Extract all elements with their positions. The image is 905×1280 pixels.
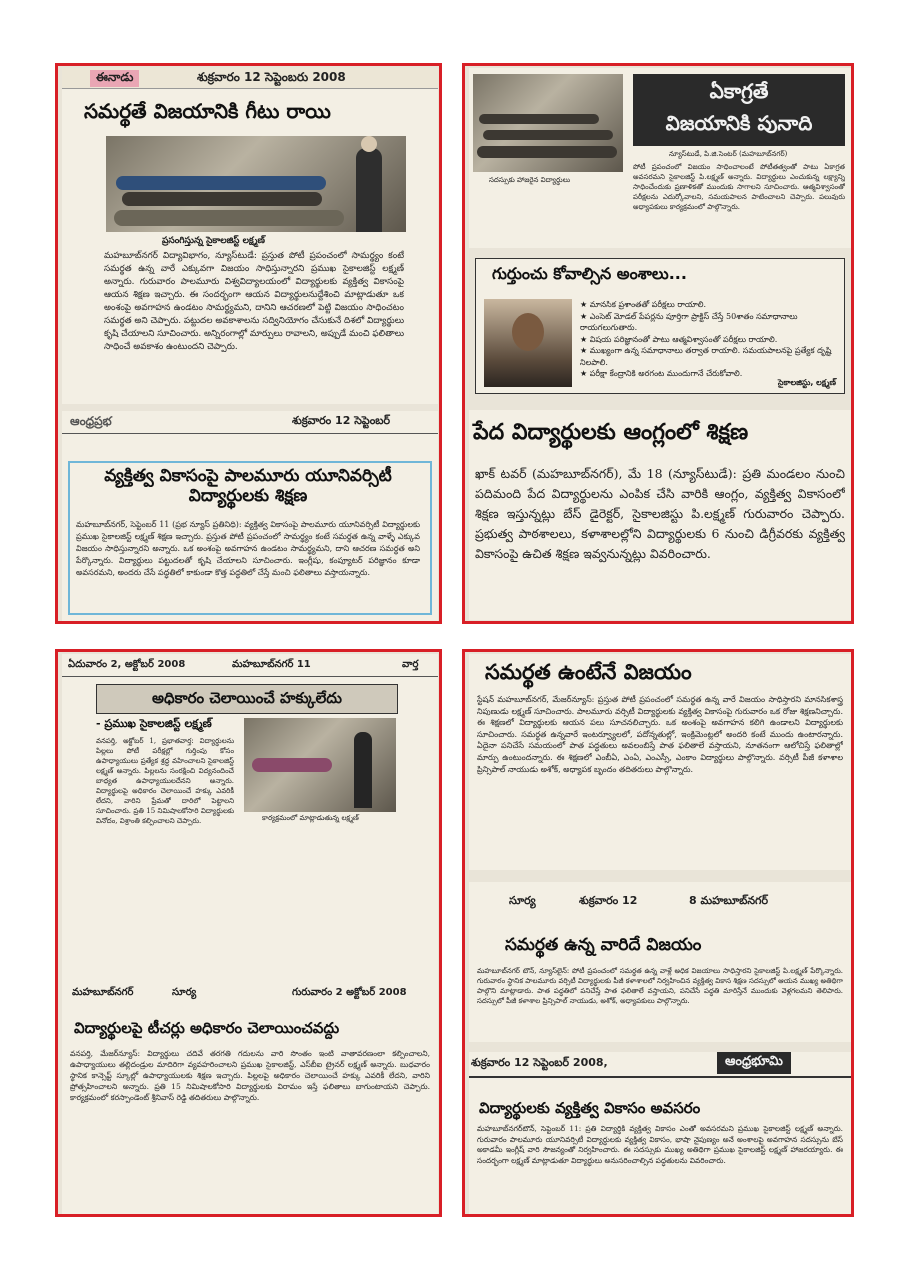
- byline: న్యూస్‌టుడే, పి.జి.సెంటర్ (మహబూబ్‌నగర్): [669, 150, 788, 158]
- photo-caption: ప్రసంగిస్తున్న సైకాలజిస్ట్ లక్ష్మణ్: [162, 236, 265, 246]
- masthead-bar: [469, 1052, 851, 1078]
- masthead-bar: [62, 411, 438, 434]
- article-body: ఖాక్ టవర్ (మహబూబ్‌నగర్), మే 18 (న్యూస్‌టుడే): ప్రతి మండలం నుంచి పదిమంది పేద విద్యార్థులను ఎంపిక చేసి వారికి ఆంగ్లం, వ్యక్తిత్వ వికాసంలో శిక్షణ ఇస్తున్నట్లు బేస్ డైరెక్టర్, సైకాలజిస్టు పి.లక్ష్మణ్ గురువారం చెప్పారు. ప్రభుత్వ పాఠశాలలు, కళాశాలల్లోని విద్యార్థులకు 6 నుంచి డిగ్రీవరకు వ్యక్తిత్వ వికాసంపై ఉచిత శిక్షణ ఇవ్వనున్నట్లు వివరించారు.: [475, 466, 845, 561]
- section: మహబూబ్‌నగర్ 11: [232, 659, 311, 670]
- article-body: స్టేషన్ మహబూబ్‌నగర్, మేజర్‌న్యూస్: ప్రస్తుత పోటీ ప్రపంచంలో సమర్థత ఉన్న వారే విజయం సాధిస్తారని మానసికశాస్త్ర నిపుణుడు లక్ష్మణ్ సూచించారు. పాలమూరు వర్సిటీ విద్యార్థులకు వ్యక్తిత్వ వికాసంపై గురువారం ఒక రోజు శిక్షణనిచ్చారు. ఈ శిక్షణలో విద్యార్థులకు ఆయన పలు సూచనలిచ్చారు. ఒక అంశంపై అవగాహన కలిగి ఉండాలని విద్యార్థులకు సూచించారు. సమర్థత ఉన్నవారే ఇంటర్వ్యూలలో, పదోన్నతుల్లో, ఇంక్రిమెంట్లలో అందరి కంటే ముందు ఉంటారన్నారు. ఏదైనా పనిచేసే సమయంలో పాత పద్ధతులు అవలంబిస్తే పాత ఫలితాలే వస్తాయని, నూతనంగా ఆలోచిస్తే ఫలితాల్లో మార్పు ఉంటుందన్నారు. ఈ శిక్షణలో ఎంబీఏ, ఎంఏ, ఎంఎస్సీ, ఎంకాం విద్యార్థులు పాల్గొన్నారు. వర్సిటీ పీజీ కళాశాల ప్రిన్సిపాల్ నాయుడు అశోక్, అధ్యాపక బృందం తదితరులు పాల్గొన్నారు.: [477, 695, 843, 774]
- panel-top-left: [55, 63, 442, 624]
- point-item: ★ ఎంసెట్ మోడల్ పేపర్లను పూర్తిగా ప్రాక్టిస్ చేస్తే 50శాతం సమాధానాలు రాయగలుగుతారు.: [580, 311, 798, 332]
- clip-surya-samarthata: [469, 882, 851, 1042]
- dateline: శుక్రవారం 12 సెప్టెంబరు 2008: [197, 70, 346, 84]
- clip-english-training: [469, 410, 851, 620]
- headline-block: [633, 74, 845, 146]
- clip-andhra-prabha: [62, 411, 438, 621]
- section: మహబూబ్‌నగర్: [72, 987, 134, 998]
- clip-remember-points: [475, 258, 845, 394]
- article-body: మహబూబ్‌నగర్ విద్యావిభాగం, న్యూస్‌టుడే: ప్రస్తుత పోటీ ప్రపంచంలో సామర్థ్యం కంటే సమర్థత ఉన్న వారే ఎక్కువగా విజయం సాధిస్తున్నారని ప్రముఖ సైకాలజిస్ట్ లక్ష్మణ్ అన్నారు. గురువారం పాలమూరు విశ్వవిద్యాలయంలో విద్యార్థులకు వ్యక్తిత్వ వికాసంపై ఆయన శిక్షణ ఇచ్చారు. ఈ సందర్భంగా ఆయన విద్యార్థులనుద్దేశించి మాట్లాడుతూ ఒక అంశంపై అవగాహన ఉండటం సామర్థ్యమని, దానిని ఆచరణలో పెట్టి విజయం సాధించటం సమర్థత అని చెప్పారు. పట్టుదల అవకాశాలను సద్వినియోగం చేసుకునే దిశలో విద్యార్థులు కృషి చేయాలని సూచించారు. అన్నిరంగాల్లో మార్పులు రావాలని, అప్పుడే మంచి ఫలితాలు సాధించే అవకాశం ఉంటుందని చెప్పారు.: [104, 251, 404, 352]
- masthead: ఆంధ్రప్రభ: [70, 414, 112, 428]
- event-photo: [106, 136, 406, 232]
- subhead: - ప్రముఖ సైకాలజిస్ట్ లక్ష్మణ్: [96, 717, 212, 730]
- headline: అధికారం చెలాయించే హక్కులేదు: [152, 689, 342, 707]
- masthead-bar: [62, 68, 438, 89]
- article-body: మహబూబ్‌నగర్ టౌన్, న్యూస్‌లైన్: పోటీ ప్రపంచంలో సమర్థత ఉన్న వాళ్లే అధిక విజయాలు సాధిస్తారని సైకాలజిస్ట్ పి.లక్ష్మణ్ పేర్కొన్నారు. గురువారం స్థానిక పాలమూరు వర్సిటీ విద్యార్థులకు పీజీ కళాశాలలో నిర్వహించిన వ్యక్తిత్వ వికాస శిక్షణ సదస్సులో ఆయన ముఖ్య అతిథిగా పాల్గొని మాట్లాడారు. పాత పద్ధతిలో పనిచేస్తే పాత ఫలితాలే వస్తాయని, పనిచేసే పద్ధతి మారిస్తేనే ముందుకు వెళ్లగలమని తెలిపారు. సదస్సులో పీజీ కళాశాల ప్రిన్సిపాల్ నాయుడు, అశోక్, అధ్యాపకులు పాల్గొన్నారు.: [477, 967, 843, 1005]
- article-body: మహబూబ్‌నగర్, సెప్టెంబర్ 11 (ప్రభ న్యూస్ ప్రతినిధి): వ్యక్తిత్వ వికాసంపై పాలమూరు యూనివర్సిటీ విద్యార్థులకు ప్రముఖ సైకాలజిస్ట్ లక్ష్మణ్ శిక్షణ ఇచ్చారు. ప్రస్తుత పోటీ ప్రపంచంలో సామర్థ్యం కంటే సమర్థత ఉన్న వాళ్ళే ఎక్కువ విజయం సాధిస్తున్నారని అన్నారు. ఒక అంశంపై అవగాహన ఉండటం సామర్థ్యమని, దాని ఆచరణ సమర్థత అని పేర్కొన్నారు. విద్యార్థులు పట్టుదలతో కృషి చేయాలని సూచించారు. ఇంగ్లీషు, కంప్యూటర్ పరిజ్ఞానం కూడా అవసరమని, అందరు చేసే పద్ధతిలో కాకుండా కొత్త పద్ధతిలో చేస్తే మంచి ఫలితాలు వస్తాయన్నారు.: [76, 520, 420, 577]
- headline: విద్యార్థులకు వ్యక్తిత్వ వికాసం అవసరం: [479, 1099, 701, 1117]
- photo-caption: సదస్సుకు హాజరైన విద్యార్థులు: [489, 176, 571, 184]
- article-body: మహబూబ్‌నగర్‌టౌన్, సెప్టెంబర్ 11: ప్రతి విద్యార్థికి వ్యక్తిత్వ వికాసం ఎంతో అవసరమని ప్రముఖ సైకాలజిస్ట్ లక్ష్మణ్ అన్నారు. గురువారం పాలమూరు యూనివర్సిటీ విద్యార్థులకు వ్యక్తిత్వ వికాసం, భాషా నైపుణ్యం అనే అంశాలపై అవగాహన సదస్సును బేస్ అకాడమీ ఇంగ్లీష్ వారి సౌజన్యంతో నిర్వహించారు. ఈ సదస్సుకు ముఖ్య అతిథిగా ప్రముఖ సైకాలజిస్ట్ లక్ష్మణ్ హాజరయ్యారు. ఈ సందర్భంగా లక్ష్మణ్ మాట్లాడుతూ విద్యార్థులు అనుసరించాల్సిన పద్ధతులను వివరించారు.: [477, 1124, 843, 1165]
- article-body: వనపర్తి, అక్టోబర్ 1, ప్రభాతవార్త: విద్యార్థులను పిల్లలు పోటీ పరీక్షల్లో గుర్తింపు కోసం ఉపాధ్యాయులు ప్రత్యేక శ్రద్ధ వహించాలని సైకాలజిస్ట్ లక్ష్మణ్ అన్నారు. పిల్లలను సంరక్షించి విద్యనందించే బాధ్యత ఉపాధ్యాయులదేనని అన్నారు. విద్యార్థులపై అధికారం చెలాయించే హక్కు ఎవరికీ లేదని, వారిని ప్రేమతో దారిలో పెట్టాలని సూచించారు. ప్రతి 15 నిమిషాలకోసారి విద్యార్థులకు వినోదం, విశ్రాంతి కల్పించాలని చెప్పారు.: [96, 737, 234, 825]
- headline: విద్యార్థులపై టీచర్లు అధికారం చెలాయించవద్దు: [74, 1019, 340, 1037]
- headline-line1: ఏకాగ్రతే: [709, 79, 769, 103]
- masthead: సూర్య: [172, 987, 197, 998]
- masthead: వార్త: [402, 659, 419, 670]
- classroom-photo: [473, 74, 623, 172]
- clip-samarthata-vijayam: [469, 654, 851, 870]
- headline: పేద విద్యార్థులకు ఆంగ్లంలో శిక్షణ: [473, 420, 749, 445]
- panel-top-right: [462, 63, 854, 624]
- article-body: వనపర్తి, మేజర్‌న్యూస్: విద్యార్థులు చదివే తరగతి గదులను వారి సొంతం ఇంటి వాతావరణంలా కల్పించాలని, ఉపాధ్యాయులు తల్లిదండ్రుల మాదిరిగా వ్యవహరించాలని ప్రముఖ సైకాలజిస్ట్, ఎస్‌బీఐ ట్రైనర్ లక్ష్మణ్ అన్నారు. బుధవారం స్థానిక కాన్సెప్ట్ స్కూల్లో ఉపాధ్యాయులకు శిక్షణ ఇచ్చారు. పిల్లలపై అధికారం చెలాయించే హక్కు ఎవరికీ లేదని, వారిని ప్రోత్సహించాలని అన్నారు. ప్రతి 15 నిమిషాలకోసారి విద్యార్థులకు విరామం ఇస్తే ఫలితాలు బాగుంటాయని చెప్పారు. కార్యక్రమంలో కరస్పాండెంట్ శ్రీనివాస్ రెడ్డి తదితరులు పాల్గొన్నారు.: [70, 1049, 430, 1102]
- clip-vaartha: [62, 654, 438, 952]
- dateline: శుక్రవారం 12 సెప్టెంబర్: [292, 414, 391, 427]
- dateline: శుక్రవారం 12 సెప్టెంబర్ 2008,: [471, 1056, 608, 1069]
- point-item: ★ ముఖ్యంగా ఉన్న సమాధానాలు తర్వాత రాయాలి. సమయపాలనపై ప్రత్యేక దృష్టి నిలపాలి.: [580, 346, 832, 367]
- panel-bottom-left: [55, 649, 442, 1217]
- point-item: ★ విషయ పరిజ్ఞానంతో పాటు ఆత్మవిశ్వాసంతో పరీక్షలు రాయాలి.: [580, 334, 778, 344]
- clip-eenadu: [62, 68, 438, 404]
- masthead-bar: [62, 654, 438, 677]
- panel-bottom-right: [462, 649, 854, 1217]
- dateline: ఏదువారం 2, అక్టోబర్ 2008: [68, 659, 186, 670]
- masthead: ఈనాడు: [90, 70, 139, 87]
- clip-andhra-bhoomi: [469, 1052, 851, 1214]
- point-item: ★ పరీక్షా కేంద్రానికి అరగంట ముందుగానే చేరుకోవాలి.: [580, 369, 743, 378]
- masthead: ఆంధ్రభూమి: [717, 1052, 791, 1074]
- photo-caption: కార్యక్రమంలో మాట్లాడుతున్న లక్ష్మణ్: [262, 814, 359, 822]
- masthead-bar: [469, 890, 851, 912]
- event-photo: [244, 718, 396, 812]
- clip-ekagrate: [469, 68, 851, 248]
- headline-bar: [96, 684, 398, 714]
- masthead: సూర్య: [509, 894, 536, 907]
- headline: గుర్తుంచు కోవాల్సిన అంశాలు...: [492, 264, 687, 283]
- dateline: గురువారం 2 అక్టోబర్ 2008: [292, 987, 407, 998]
- points-list: [580, 299, 840, 380]
- dateline: శుక్రవారం 12: [579, 894, 638, 907]
- headline: సమర్థతే విజయానికి గీటు రాయి: [84, 99, 331, 123]
- article-body: పోటీ ప్రపంచంలో విజయం సాధించాలంటే పోటీతత్వంతో పాటు ఏకాగ్రత అవసరమని సైకాలజిస్ట్ పి.లక్ష్మణ్ అన్నారు. విద్యార్థులు ఎంచుకున్న లక్ష్యాన్ని సాధించేందుకు ప్రణాళికతో ముందుకు సాగాలని సూచించారు. ఆత్మవిశ్వాసంతో పరీక్షలను ఎదుర్కోవాలని, సమయపాలన పాటించాలని చెప్పారు. పలువురు అధ్యాపకులు కార్యక్రమంలో పాల్గొన్నారు.: [633, 163, 845, 211]
- headline: వ్యక్తిత్వ వికాసంపై పాలమూరు యూనివర్సిటీ విద్యార్థులకు శిక్షణ: [104, 466, 392, 506]
- headline-line2: విజయానికి పునాది: [665, 111, 813, 135]
- masthead-bar: [62, 982, 438, 1004]
- headline: సమర్థత ఉన్న వారిదే విజయం: [505, 935, 702, 955]
- section: 8 మహబూబ్‌నగర్: [689, 894, 768, 907]
- headline: సమర్థత ఉంటేనే విజయం: [485, 660, 692, 684]
- point-item: ★ మానసిక ప్రశాంతతో పరీక్షలు రాయాలి.: [580, 300, 707, 309]
- signature: సైకాలజిస్టు, లక్ష్మణ్: [777, 378, 836, 387]
- clip-surya: [62, 952, 438, 1214]
- portrait-photo: [484, 299, 572, 387]
